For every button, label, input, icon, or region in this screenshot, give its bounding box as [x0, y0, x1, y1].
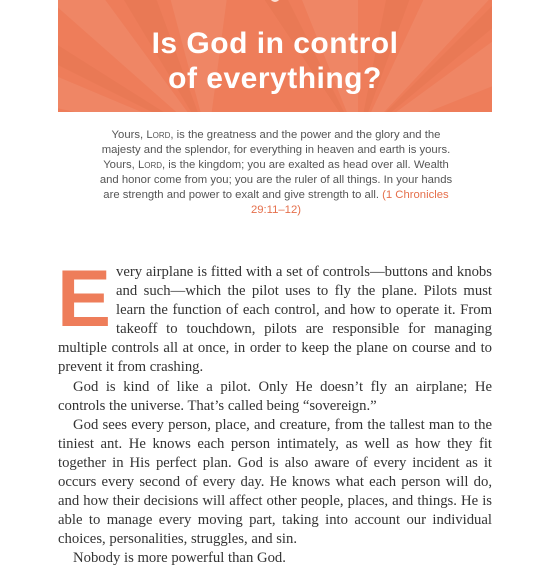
paragraph-3: God sees every person, place, and creature, from the tallest man to the tiniest ant. He knows each person intimately, as well as how they fit together in His perfect plan. God is also aware of every incident as it occurs every second of every day. He knows what each person will do, and how their decisions will affect other people, places, and things. He is able to manage every moving part, taking into account our individual choices, personalities, struggles, and sin.: [58, 416, 492, 548]
page-title: [58, 26, 492, 96]
paragraph-1: [57, 254, 492, 378]
scripture-text-3: , is the kingdom; you are exalted as head over all. Wealth and honor come from you; you are the ruler of all things. In your hands are strength and power to exalt and give strength to all.: [99, 159, 453, 202]
drop-cap: E: [57, 254, 112, 344]
scripture-text-1: Yours,: [111, 129, 147, 141]
paragraph-1-text: very airplane is fitted with a set of controls—buttons and knobs and such—which the pilot uses to fly the plane. Pilots must learn the function of each control, and how to operate it. From takeoff to touchdown, pilots are responsible for managing multiple controls all at once, in order to keep the plane on course and to prevent it from crashing.: [58, 264, 492, 376]
paragraph-2: God is kind of like a pilot. Only He doesn’t fly an airplane; He controls the universe. That’s called being “sovereign.”: [58, 378, 492, 414]
scripture-text-2: , is the greatness and the power and the glory and the majesty and the splendor, for everything in heaven and earth is yours. Yours,: [101, 129, 451, 172]
title-line-2: of everything?: [168, 62, 382, 95]
scripture-quote: [98, 128, 454, 219]
paragraph-4: Nobody is more powerful than God.: [73, 550, 286, 567]
title-line-1: Is God in control: [151, 27, 399, 60]
chapter-title-banner: [58, 0, 492, 112]
body-text: [57, 254, 492, 569]
lord-smallcaps: Lord: [146, 129, 171, 141]
scripture-reference: (1 Chronicles 29:11–12): [250, 189, 449, 217]
lord-smallcaps: Lord: [137, 159, 163, 172]
